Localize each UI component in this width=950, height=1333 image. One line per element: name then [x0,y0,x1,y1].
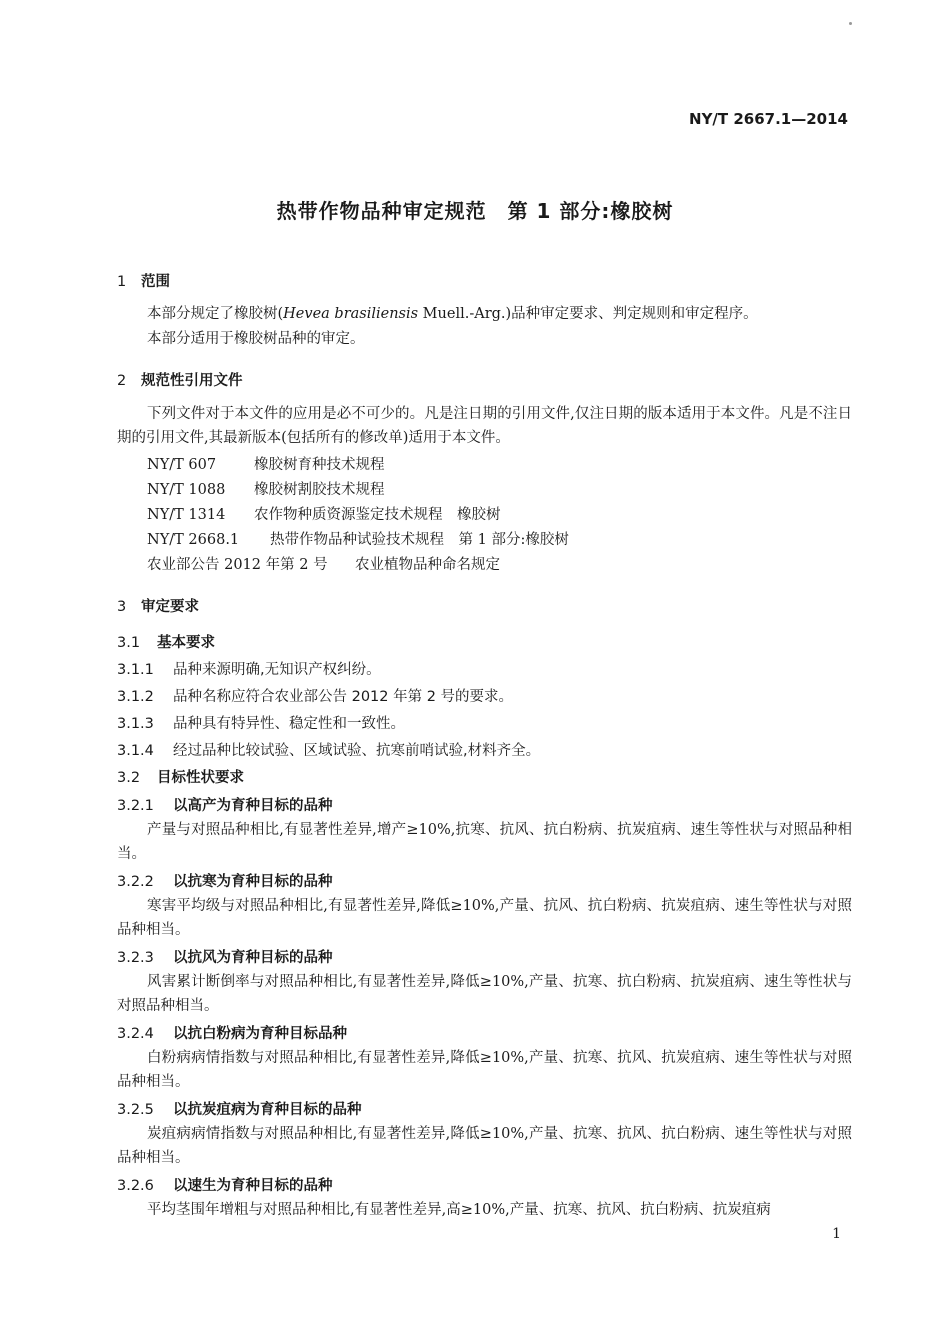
latin-name: Hevea brasiliensis [283,306,419,322]
clause-3-2-3-heading [117,946,333,967]
section-title: 基本要求 [157,635,215,651]
clause-3-1-1 [117,658,381,679]
reference-code: NY/T 2668.1 [147,532,240,548]
clause-3-2-2-text: 寒害平均级与对照品种相比,有显著性差异,降低≥10%,产量、抗风、抗白粉病、抗炭疽病、速生等性状与对照品种相当。 [117,898,852,938]
reference-code: NY/T 607 [147,457,217,473]
clause-number: 3.2.6 [117,1178,154,1194]
section-3-heading [117,595,199,616]
section-number: 3.1 [117,635,141,651]
clause-title: 以高产为育种目标的品种 [173,798,333,814]
clause-title: 以抗寒为育种目标的品种 [173,874,333,890]
clause-text: 品种名称应符合农业部公告 2012 年第 2 号的要求。 [173,689,514,705]
section-title: 规范性引用文件 [141,373,243,389]
page-number: 1 [832,1226,841,1242]
clause-number: 3.2.3 [117,950,154,966]
clause-number: 3.1.3 [117,716,154,732]
section-title: 范围 [141,274,170,290]
clause-number: 3.2.4 [117,1026,154,1042]
document-title: 热带作物品种审定规范 第 1 部分:橡胶树 [276,199,674,223]
clause-number: 3.2.2 [117,874,154,890]
clause-3-1-3 [117,712,405,733]
section-number: 3 [117,599,127,615]
clause-number: 3.1.4 [117,743,154,759]
clause-3-2-1-heading [117,794,333,815]
section-2-heading [117,369,243,390]
text-fragment: Muell.-Arg.)品种审定要求、判定规则和审定程序。 [418,306,758,322]
clause-3-2-4-text: 白粉病病情指数与对照品种相比,有显著性差异,降低≥10%,产量、抗寒、抗风、抗炭疽病、速生等性状与对照品种相当。 [117,1050,852,1090]
reference-code: 农业部公告 2012 年第 2 号 [147,557,328,573]
section-1-heading [117,270,170,291]
reference-name: 橡胶树割胶技术规程 [254,482,385,498]
reference-item [147,528,569,549]
section-number: 1 [117,274,127,290]
section-number: 3.2 [117,770,141,786]
clause-number: 3.2.5 [117,1102,154,1118]
clause-3-2-5-text: 炭疽病病情指数与对照品种相比,有显著性差异,降低≥10%,产量、抗寒、抗风、抗白粉病、速生等性状与对照品种相当。 [117,1126,852,1166]
section-2-paragraph: 下列文件对于本文件的应用是必不可少的。凡是注日期的引用文件,仅注日期的版本适用于本文件。凡是不注日期的引用文件,其最新版本(包括所有的修改单)适用于本文件。 [117,406,852,446]
clause-3-1-2 [117,685,513,706]
clause-number: 3.2.1 [117,798,154,814]
clause-text: 品种来源明确,无知识产权纠纷。 [173,662,381,678]
text-fragment: 本部分规定了橡胶树( [147,306,284,322]
clause-text: 经过品种比较试验、区域试验、抗寒前哨试验,材料齐全。 [173,743,541,759]
clause-title: 以抗风为育种目标的品种 [173,950,333,966]
clause-number: 3.1.1 [117,662,154,678]
section-1-paragraph-1 [117,302,852,326]
clause-title: 以抗白粉病为育种目标品种 [173,1026,347,1042]
section-3-2-heading [117,766,244,787]
reference-code: NY/T 1314 [147,507,226,523]
clause-3-2-5-heading [117,1098,362,1119]
section-number: 2 [117,373,127,389]
reference-item [147,453,385,474]
section-1-paragraph-2: 本部分适用于橡胶树品种的审定。 [147,331,365,347]
clause-3-2-4-heading [117,1022,347,1043]
clause-3-2-1-text: 产量与对照品种相比,有显著性差异,增产≥10%,抗寒、抗风、抗白粉病、抗炭疽病、速生等性状与对照品种相当。 [117,822,852,862]
reference-item [147,478,385,499]
clause-text: 品种具有特异性、稳定性和一致性。 [173,716,405,732]
section-title: 目标性状要求 [157,770,244,786]
clause-3-2-6-heading [117,1174,333,1195]
clause-3-1-4 [117,739,540,760]
reference-name: 农业植物品种命名规定 [355,557,500,573]
section-3-1-heading [117,631,215,652]
clause-3-2-3-text: 风害累计断倒率与对照品种相比,有显著性差异,降低≥10%,产量、抗寒、抗白粉病、抗炭疽病、速生等性状与对照品种相当。 [117,974,852,1014]
reference-item [147,553,500,574]
clause-3-2-2-heading [117,870,333,891]
clause-3-2-6-text: 平均茎围年增粗与对照品种相比,有显著性差异,高≥10%,产量、抗寒、抗风、抗白粉病、抗炭疽病 [147,1202,771,1218]
clause-number: 3.1.2 [117,689,154,705]
clause-title: 以速生为育种目标的品种 [173,1178,333,1194]
reference-name: 热带作物品种试验技术规程 第 1 部分:橡胶树 [270,532,569,548]
clause-title: 以抗炭疽病为育种目标的品种 [173,1102,362,1118]
standard-number: NY/T 2667.1—2014 [689,110,848,128]
section-title: 审定要求 [141,599,199,615]
reference-item [147,503,501,524]
reference-name: 橡胶树育种技术规程 [254,457,385,473]
scan-speck [849,22,852,25]
reference-name: 农作物种质资源鉴定技术规程 橡胶树 [254,507,501,523]
reference-code: NY/T 1088 [147,482,226,498]
